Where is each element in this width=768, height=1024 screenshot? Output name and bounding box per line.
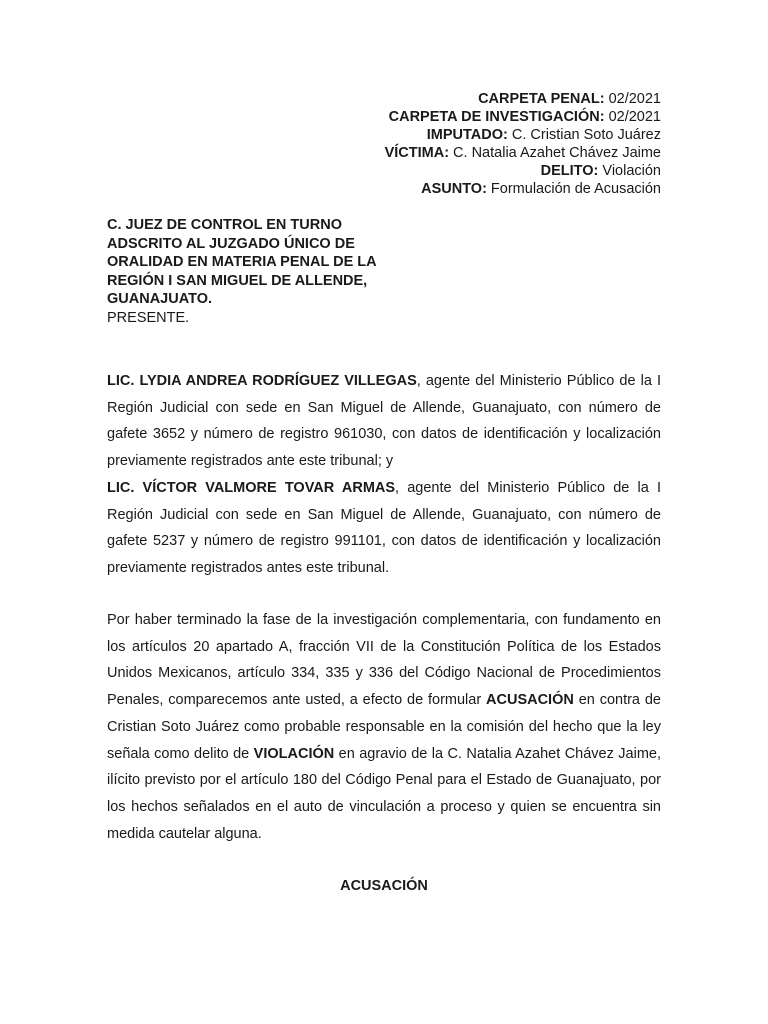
carpeta-investigacion-value: 02/2021 xyxy=(604,109,661,125)
agent2-name: LIC. VÍCTOR VALMORE TOVAR ARMAS xyxy=(107,479,396,496)
main-text-part1: Por haber terminado la fase de la investigación complementaria, con fundamento en los artículos 20 apartado A, fracción VII de la Constitución Política de los Estados Unidos Mexicanos, artículo 334, 335 y 336 del Código Nacional de Procedimientos Penales, comparecemos ante usted, a efecto de formular xyxy=(107,612,661,709)
agent1-paragraph xyxy=(107,368,661,475)
delito-line xyxy=(385,162,661,180)
addressee-line: C. JUEZ DE CONTROL EN TURNO xyxy=(107,217,342,233)
addressee-line: REGIÓN I SAN MIGUEL DE ALLENDE, xyxy=(107,272,368,289)
asunto-line xyxy=(385,180,661,198)
violacion-bold: VIOLACIÓN xyxy=(253,745,335,762)
carpeta-penal-line xyxy=(385,90,661,108)
delito-label: DELITO: xyxy=(540,163,599,179)
addressee-block xyxy=(107,216,407,327)
victima-line xyxy=(385,144,661,162)
carpeta-investigacion-label: CARPETA DE INVESTIGACIÓN: xyxy=(388,109,605,125)
section-title: ACUSACIÓN xyxy=(340,878,428,894)
case-header xyxy=(385,90,661,198)
main-paragraph xyxy=(107,607,661,847)
main-text-part2: en contra de Cristian Soto Juárez como probable responsable en la comisión del hecho que la ley señala como delito de xyxy=(107,692,661,762)
victima-label: VÍCTIMA: xyxy=(384,145,450,161)
carpeta-penal-label: CARPETA PENAL: xyxy=(478,91,605,107)
addressee-line: GUANAJUATO. xyxy=(107,291,212,307)
victima-value: C. Natalia Azahet Chávez Jaime xyxy=(449,145,661,161)
addressee-line: ORALIDAD EN MATERIA PENAL DE LA xyxy=(107,254,377,270)
acusacion-bold: ACUSACIÓN xyxy=(486,692,574,709)
delito-value: Violación xyxy=(598,163,661,179)
main-text-part3: en agravio de la C. Natalia Azahet Chávez Jaime, ilícito previsto por el artículo 180 del Código Penal para el Estado de Guanajuato, por los hechos señalados en el auto de vinculación a proceso y quien se encuentra sin medida cautelar alguna. xyxy=(107,745,661,842)
agent2-paragraph xyxy=(107,475,661,582)
imputado-label: IMPUTADO: xyxy=(426,127,508,143)
main-paragraph-text xyxy=(107,607,661,847)
asunto-label: ASUNTO: xyxy=(421,181,487,197)
agent2-text: , agente del Ministerio Público de la I Región Judicial con sede en San Miguel de Allende, Guanajuato, con número de gafete 5237 y número de registro 991101, con datos de identificación y localización previamente registrados antes este tribunal. xyxy=(107,479,661,576)
imputado-value: C. Cristian Soto Juárez xyxy=(507,127,661,143)
addressee-present: PRESENTE. xyxy=(107,309,190,326)
carpeta-penal-value: 02/2021 xyxy=(604,91,661,107)
agent1-text: , agente del Ministerio Público de la I Región Judicial con sede en San Miguel de Allende, Guanajuato, con número de gafete 3652 y número de registro 961030, con datos de identificación y localización previamente registrados ante este tribunal; y xyxy=(107,373,661,470)
carpeta-investigacion-line xyxy=(385,108,661,126)
intro-paragraphs xyxy=(107,368,661,582)
agent1-name: LIC. LYDIA ANDREA RODRÍGUEZ VILLEGAS xyxy=(107,373,417,389)
imputado-line xyxy=(385,126,661,144)
asunto-value: Formulación de Acusación xyxy=(486,181,661,197)
addressee-line: ADSCRITO AL JUZGADO ÚNICO DE xyxy=(107,235,355,252)
